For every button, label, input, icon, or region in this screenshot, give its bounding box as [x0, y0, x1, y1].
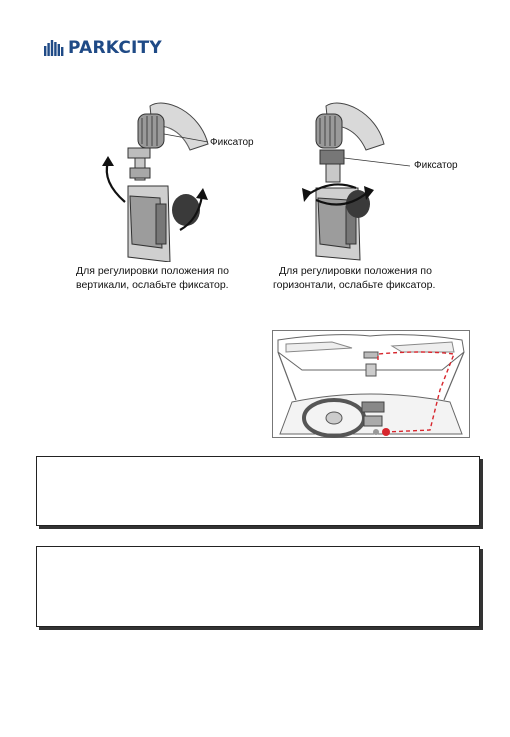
note-box-1 — [36, 456, 480, 526]
left-caption-line2: вертикали, ослабьте фиксатор. — [76, 279, 229, 291]
brand-logo — [44, 37, 162, 59]
parkcity-logo-icon — [44, 40, 64, 56]
left-callout-label: Фиксатор — [210, 137, 254, 148]
left-caption-line1: Для регулировки положения по — [76, 265, 229, 277]
right-callout-label: Фиксатор — [414, 160, 458, 171]
dashcam-horizontal-illustration — [286, 92, 416, 262]
right-caption-line2: горизонтали, ослабьте фиксатор. — [273, 279, 436, 291]
brand-name: PARKCITY — [68, 38, 162, 58]
car-interior-illustration — [272, 330, 470, 438]
right-caption-line1: Для регулировки положения по — [279, 265, 432, 277]
dashcam-vertical-illustration — [90, 92, 220, 262]
note-box-2 — [36, 546, 480, 627]
